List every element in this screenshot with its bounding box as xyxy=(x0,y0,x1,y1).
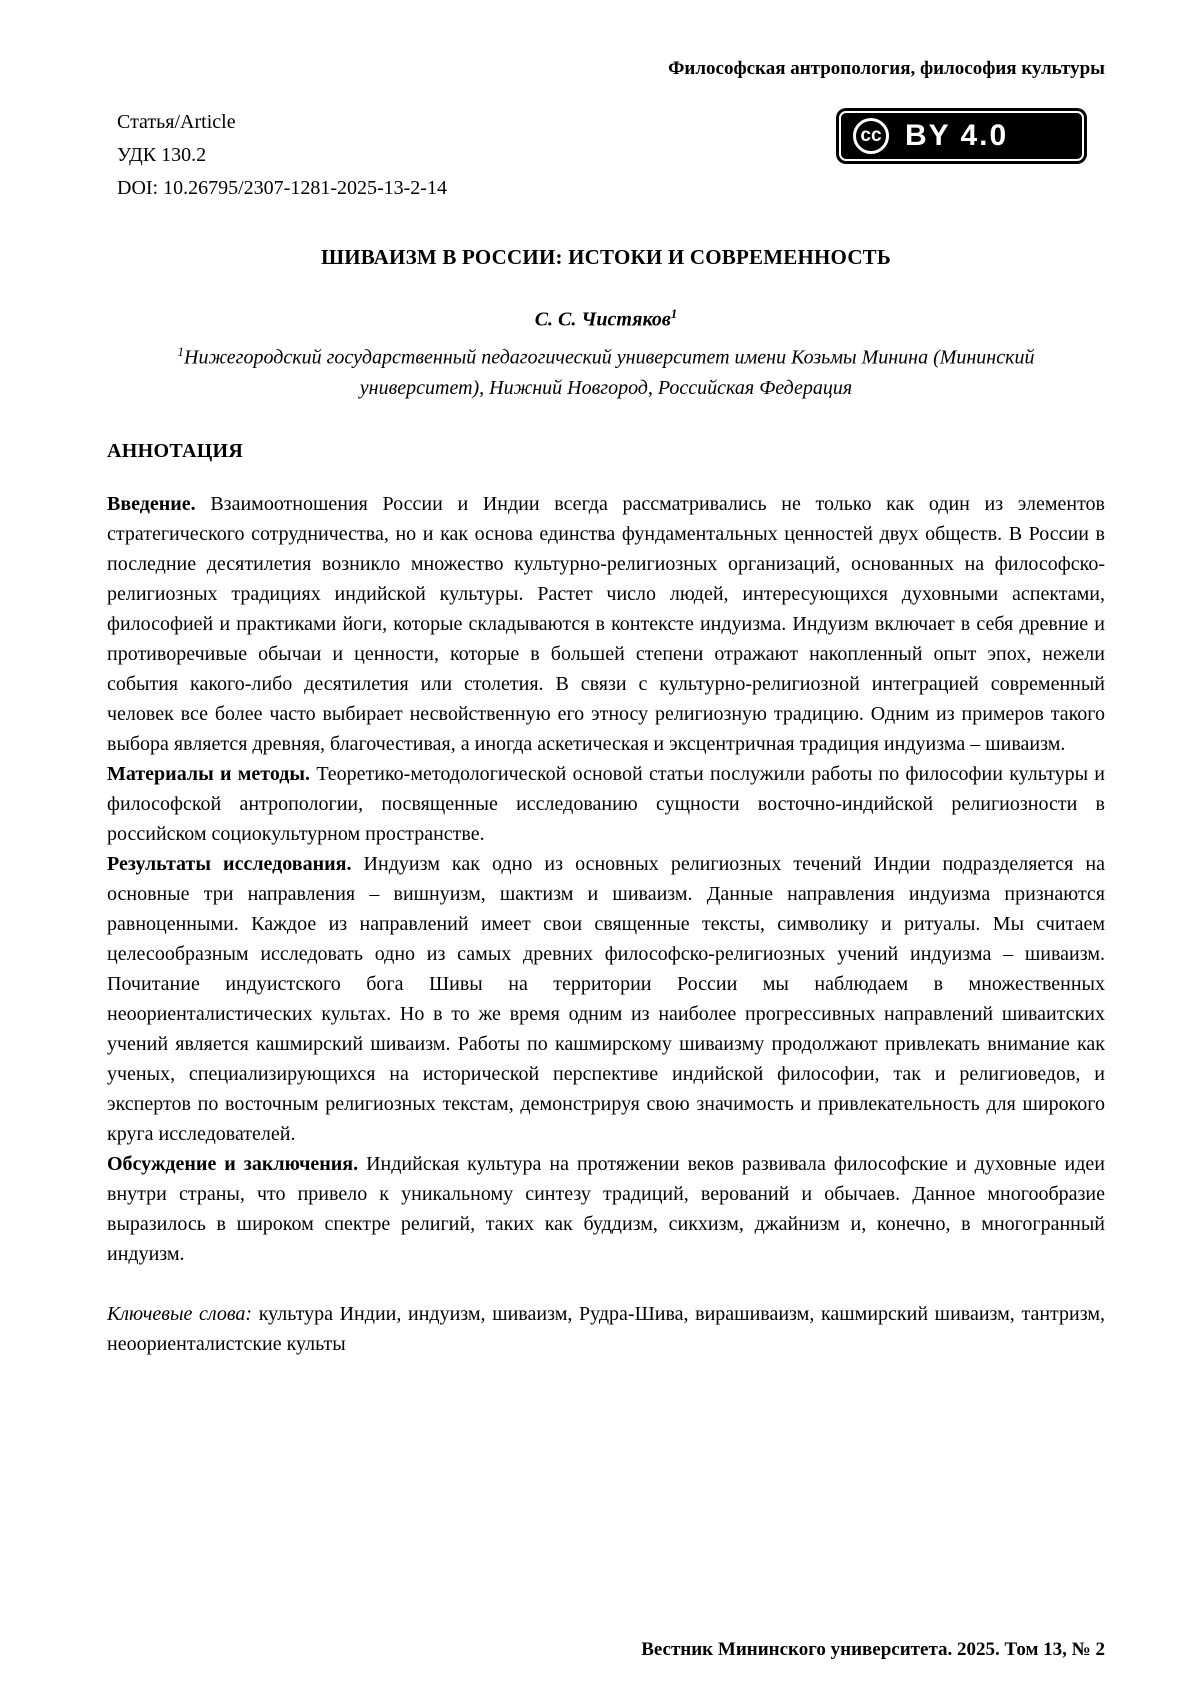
abstract-heading: АННОТАЦИЯ xyxy=(107,440,244,463)
journal-section-title: Философская антропология, философия культуры xyxy=(668,58,1105,79)
cc-badge-frame xyxy=(839,111,1084,161)
article-title: ШИВАИЗМ В РОССИИ: ИСТОКИ И СОВРЕМЕННОСТЬ xyxy=(321,245,891,269)
abstract-section-text: Теоретико-методологической основой статьи послужили работы по философии культуры и философской антропологии, посвященные исследованию сущности восточно-индийской религиозности в российском социокультурном пространстве. xyxy=(107,763,1105,846)
cc-logo-icon xyxy=(853,118,889,154)
abstract-section-label: Материалы и методы. xyxy=(107,763,311,786)
article-meta-row xyxy=(107,106,1105,205)
abstract-section-text: Индийская культура на протяжении веков развивала философские и духовные идеи внутри страны, что привело к уникальному синтезу традиций, верований и обычаев. Данное многообразие выразилось в широком спектре религий, таких как буддизм, сикхизм, джайнизм и, конечно, в многогранный индуизм. xyxy=(107,1153,1105,1266)
author-affiliation-marker: 1 xyxy=(670,306,678,321)
abstract-section-introduction xyxy=(107,489,1105,759)
abstract-section-discussion-conclusions xyxy=(107,1149,1105,1269)
abstract-section-label: Введение. xyxy=(107,493,196,516)
abstract-section-label: Результаты исследования. xyxy=(107,853,352,876)
article-type-label: Статья/Article xyxy=(117,111,236,133)
abstract-section-text: Взаимоотношения России и Индии всегда рассматривались не только как один из элементов стратегического сотрудничества, но и как основа единства фундаментальных ценностей двух обществ. В России в последние десятилетия возникло множество культурно-религиозных организаций, основанных на философско-религиозных традициях индийской культуры. Растет число людей, интересующихся духовными аспектами, философией и практиками йоги, которые складываются в контексте индуизма. Индуизм включает в себя древние и противоречивые обычаи и ценности, которые в большей степени отражают накопленный опыт эпох, нежели события какого-либо десятилетия или столетия. В связи с культурно-религиозной интеграцией современный человек все более часто выбирает несвойственную его этносу религиозную традицию. Одним из примеров такого выбора является древняя, благочестивая, а иногда аскетическая и эксцентричная традиция индуизма – шиваизм. xyxy=(107,493,1106,756)
abstract-section-results xyxy=(107,849,1105,1149)
journal-footer: Вестник Мининского университета. 2025. Том 13, № 2 xyxy=(641,1639,1105,1660)
affiliation-text: Нижегородский государственный педагогический университет имени Козьмы Минина (Мининский университет), Нижний Новгород, Российская Федерация xyxy=(184,346,1035,400)
keywords-label: Ключевые слова: xyxy=(107,1303,253,1326)
cc-by-license-badge xyxy=(836,108,1087,164)
abstract-body xyxy=(107,489,1105,1269)
journal-section-header xyxy=(107,58,1105,80)
abstract-section-materials-methods xyxy=(107,759,1105,849)
keywords-line xyxy=(107,1299,1105,1359)
doi-text: DOI: 10.26795/2307-1281-2025-13-2-14 xyxy=(117,177,447,199)
author-line xyxy=(107,306,1105,332)
keywords-text: культура Индии, индуизм, шиваизм, Рудра-Шива, вирашиваизм, кашмирский шиваизм, тантризм, неоориенталистские культы xyxy=(107,1303,1105,1356)
affiliation-marker: 1 xyxy=(177,343,185,359)
abstract-section-text: Индуизм как одно из основных религиозных течений Индии подразделяется на основные три направления – вишнуизм, шактизм и шиваизм. Данные направления индуизма признаются равноценными. Каждое из направлений имеет свои священные тексты, символику и ритуалы. Мы считаем целесообразным исследовать одно из самых древних философско-религиозных учений индуизма – шиваизм. Почитание индуистского бога Шивы на территории России мы наблюдаем в множественных неоориенталистических культах. Но в то же время одним из наиболее прогрессивных направлений шиваитских учений является кашмирский шиваизм. Работы по кашмирскому шиваизму продолжают привлекать внимание как ученых, специализирующихся на исторической перспективе индийской философии, так и религиоведов, и экспертов по восточным религиозных текстам, демонстрируя свою значимость и привлекательность для широкого круга исследователей. xyxy=(107,853,1106,1146)
abstract-section-label: Обсуждение и заключения. xyxy=(107,1153,359,1176)
udc-code: УДК 130.2 xyxy=(117,144,207,166)
cc-logo-letters: cc xyxy=(860,125,882,146)
author-name: С. С. Чистяков xyxy=(534,308,671,331)
article-meta-block xyxy=(107,106,447,205)
affiliation-line xyxy=(107,336,1105,405)
license-version-label: BY 4.0 xyxy=(905,119,1009,152)
